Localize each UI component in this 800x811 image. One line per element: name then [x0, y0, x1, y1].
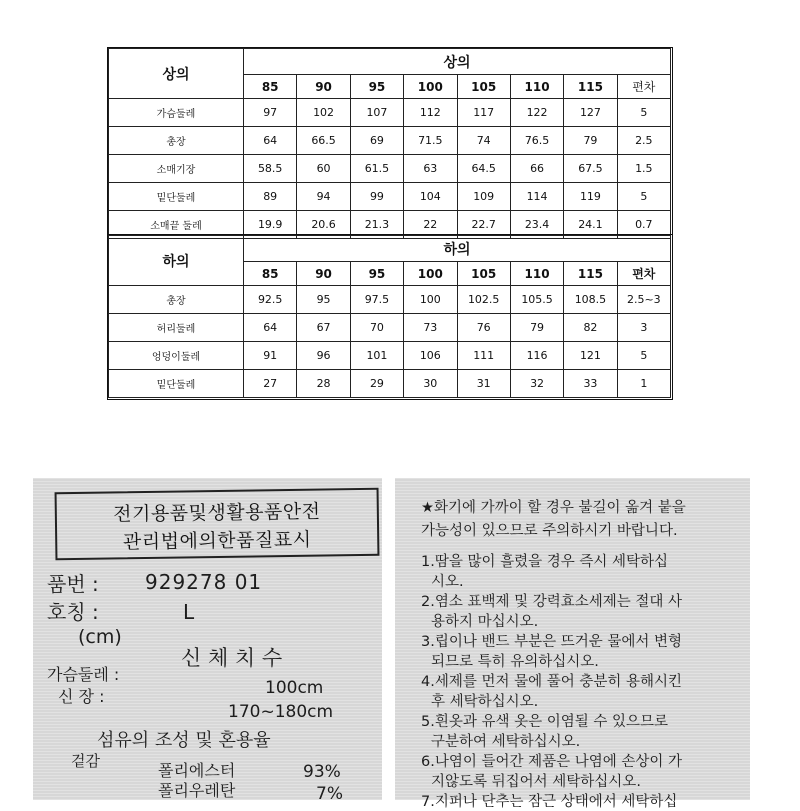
tops-category-cell: 상의	[109, 49, 244, 99]
table-cell: 76.5	[510, 127, 563, 155]
table-cell: 119	[564, 183, 617, 211]
table-row	[109, 155, 671, 183]
certification-stamp-box	[55, 488, 380, 561]
table-cell: 99	[350, 183, 403, 211]
table-cell: 91	[244, 342, 297, 370]
table-cell: 127	[564, 99, 617, 127]
stamp-line-1: 전기용품및생활용품안전	[112, 500, 321, 526]
table-cell: 64	[244, 127, 297, 155]
table-cell: 67.5	[564, 155, 617, 183]
table-cell: 101	[350, 342, 403, 370]
table-cell: 69	[350, 127, 403, 155]
care-line: 되므로 특히 유의하십시오.	[431, 654, 599, 670]
table-cell: 105.5	[510, 286, 563, 314]
table-cell: 5	[617, 99, 670, 127]
table-cell: 61.5	[350, 155, 403, 183]
outer-fabric-label: 겉감	[71, 752, 100, 770]
chest-value: 100cm	[265, 678, 324, 698]
column-header: 편차	[617, 262, 670, 286]
table-cell: 107	[350, 99, 403, 127]
care-line: 1.땀을 많이 흘렸을 경우 즉시 세탁하십	[421, 554, 668, 570]
table-cell: 20.6	[297, 211, 350, 239]
table-row	[109, 342, 671, 370]
table-cell: 96	[297, 342, 350, 370]
table-cell: 74	[457, 127, 510, 155]
column-header: 90	[297, 262, 350, 286]
tops-header-cell: 상의	[244, 49, 671, 75]
table-cell: 24.1	[564, 211, 617, 239]
table-cell: 23.4	[510, 211, 563, 239]
column-header: 95	[350, 262, 403, 286]
unit-label: (cm)	[78, 626, 122, 648]
row-label: 총장	[109, 286, 244, 314]
table-cell: 102.5	[457, 286, 510, 314]
table-cell: 30	[404, 370, 457, 398]
table-cell: 31	[457, 370, 510, 398]
product-number-value: 929278 01	[145, 570, 263, 594]
row-label: 총장	[109, 127, 244, 155]
table-cell: 89	[244, 183, 297, 211]
table-cell: 5	[617, 183, 670, 211]
column-header: 110	[510, 262, 563, 286]
fiber1-name: 폴리에스터	[158, 761, 236, 780]
fiber2-name: 폴리우레탄	[158, 781, 236, 800]
column-header: 105	[457, 75, 510, 99]
table-row	[109, 370, 671, 398]
care-line: 6.나염이 들어간 제품은 나염에 손상이 가	[421, 754, 682, 770]
care-line: 4.세제를 먼저 물에 풀어 충분히 용해시킨	[421, 674, 682, 690]
care-line: 2.염소 표백제 및 강력효소세제는 절대 사	[421, 594, 682, 610]
table-cell: 64	[244, 314, 297, 342]
table-cell: 0.7	[617, 211, 670, 239]
table-cell: 22.7	[457, 211, 510, 239]
table-cell: 109	[457, 183, 510, 211]
table-cell: 29	[350, 370, 403, 398]
row-label: 소매기장	[109, 155, 244, 183]
size-value: L	[183, 600, 195, 624]
table-cell: 22	[404, 211, 457, 239]
height-value: 170~180cm	[228, 702, 334, 722]
table-cell: 122	[510, 99, 563, 127]
table-cell: 94	[297, 183, 350, 211]
column-header: 105	[457, 262, 510, 286]
care-line: 지않도록 뒤집어서 세탁하십시오.	[431, 774, 641, 790]
table-cell: 58.5	[244, 155, 297, 183]
table-cell: 76	[457, 314, 510, 342]
table-row	[109, 99, 671, 127]
table-row	[109, 183, 671, 211]
care-line: 7.지퍼나 단추는 잠근 상태에서 세탁하십	[421, 794, 678, 810]
table-cell: 60	[297, 155, 350, 183]
table-cell: 102	[297, 99, 350, 127]
size-label: 호칭 :	[47, 600, 99, 624]
table-row	[109, 314, 671, 342]
table-cell: 66	[510, 155, 563, 183]
care-line: 5.흰옷과 유색 옷은 이염될 수 있으므로	[421, 714, 668, 730]
table-cell: 33	[564, 370, 617, 398]
row-label: 밑단둘레	[109, 183, 244, 211]
table-cell: 95	[297, 286, 350, 314]
table-cell: 64.5	[457, 155, 510, 183]
column-header: 115	[564, 262, 617, 286]
fire-warning-line-2: 가능성이 있으므로 주의하시기 바랍니다.	[421, 523, 678, 539]
table-cell: 112	[404, 99, 457, 127]
table-cell: 71.5	[404, 127, 457, 155]
table-cell: 117	[457, 99, 510, 127]
fire-warning-line-1: ★화기에 가까이 할 경우 불길이 옮겨 붙을	[421, 500, 686, 516]
table-cell: 3	[617, 314, 670, 342]
column-header: 100	[404, 262, 457, 286]
table-row	[109, 127, 671, 155]
fiber1-percent: 93%	[303, 762, 341, 782]
table-cell: 111	[457, 342, 510, 370]
table-cell: 108.5	[564, 286, 617, 314]
table-row	[109, 286, 671, 314]
table-cell: 70	[350, 314, 403, 342]
table-cell: 21.3	[350, 211, 403, 239]
table-cell: 67	[297, 314, 350, 342]
table-cell: 2.5~3	[617, 286, 670, 314]
table-cell: 19.9	[244, 211, 297, 239]
table-cell: 79	[564, 127, 617, 155]
table-cell: 5	[617, 342, 670, 370]
column-header: 110	[510, 75, 563, 99]
table-cell: 106	[404, 342, 457, 370]
table-cell: 73	[404, 314, 457, 342]
row-label: 밑단둘레	[109, 370, 244, 398]
table-cell: 66.5	[297, 127, 350, 155]
row-label: 가슴둘레	[109, 99, 244, 127]
table-cell: 63	[404, 155, 457, 183]
chest-label: 가슴둘레 :	[47, 665, 120, 684]
stamp-line-2: 관리법에의한품질표시	[122, 528, 312, 554]
column-header: 115	[564, 75, 617, 99]
table-cell: 97.5	[350, 286, 403, 314]
column-header: 95	[350, 75, 403, 99]
table-cell: 104	[404, 183, 457, 211]
table-cell: 121	[564, 342, 617, 370]
body-size-title: 신 체 치 수	[181, 646, 283, 670]
column-header: 100	[404, 75, 457, 99]
tops-size-table	[108, 48, 671, 239]
table-cell: 82	[564, 314, 617, 342]
table-cell: 1	[617, 370, 670, 398]
table-cell: 32	[510, 370, 563, 398]
bottoms-category-cell: 하의	[109, 236, 244, 286]
care-line: 후 세탁하십시오.	[431, 694, 539, 710]
table-cell: 27	[244, 370, 297, 398]
table-cell: 2.5	[617, 127, 670, 155]
care-line: 구분하여 세탁하십시오.	[431, 734, 581, 750]
product-number-label: 품번 :	[47, 572, 99, 596]
table-cell: 1.5	[617, 155, 670, 183]
column-header: 85	[244, 75, 297, 99]
row-label: 소매끝 둘레	[109, 211, 244, 239]
table-cell: 116	[510, 342, 563, 370]
bottoms-size-table	[108, 235, 671, 398]
table-cell: 97	[244, 99, 297, 127]
table-cell: 79	[510, 314, 563, 342]
quality-label-photo	[33, 478, 382, 804]
table-cell: 100	[404, 286, 457, 314]
table-cell: 28	[297, 370, 350, 398]
care-line: 용하지 마십시오.	[431, 614, 539, 630]
column-header: 90	[297, 75, 350, 99]
row-label: 허리둘레	[109, 314, 244, 342]
fiber-composition-title: 섬유의 조성 및 혼용율	[97, 730, 271, 751]
table-cell: 92.5	[244, 286, 297, 314]
fiber2-percent: 7%	[316, 784, 343, 804]
column-header: 85	[244, 262, 297, 286]
column-header: 편차	[617, 75, 670, 99]
care-line: 3.립이나 밴드 부분은 뜨거운 물에서 변형	[421, 634, 682, 650]
care-line: 시오.	[431, 574, 464, 590]
height-label: 신 장 :	[58, 687, 105, 706]
table-cell: 114	[510, 183, 563, 211]
bottoms-header-cell: 하의	[244, 236, 671, 262]
row-label: 엉덩이둘레	[109, 342, 244, 370]
care-instructions-photo	[395, 478, 750, 810]
